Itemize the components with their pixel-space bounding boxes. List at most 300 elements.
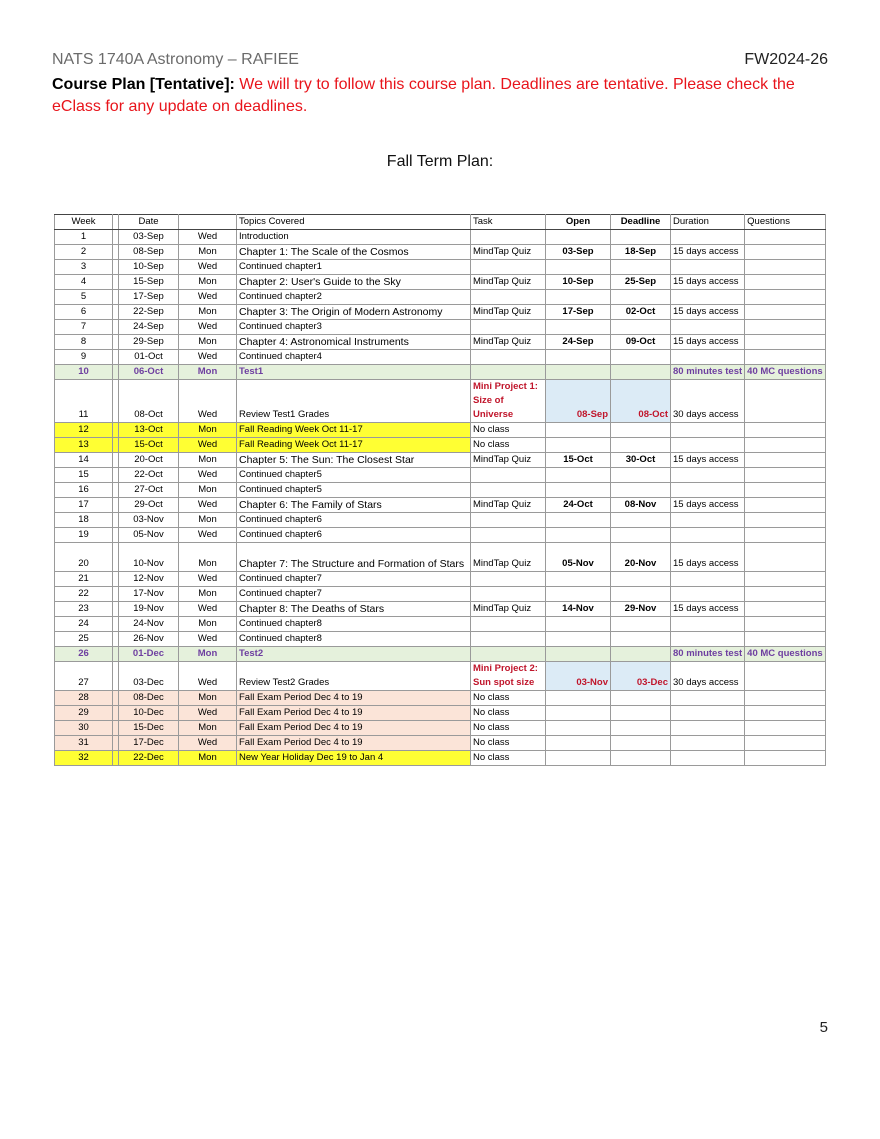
date-cell: 03-Dec: [119, 662, 179, 691]
questions-cell: [745, 587, 826, 602]
table-row: [55, 543, 826, 572]
topic-cell: Continued chapter3: [237, 320, 471, 335]
week-cell: 31: [55, 736, 113, 751]
duration-cell: [671, 483, 745, 498]
duration-cell: 15 days access: [671, 602, 745, 617]
date-cell: 22-Oct: [119, 468, 179, 483]
open-cell: [546, 320, 611, 335]
questions-cell: [745, 453, 826, 468]
day-cell: Mon: [179, 587, 237, 602]
week-cell: 13: [55, 438, 113, 453]
day-cell: Mon: [179, 365, 237, 380]
page-number: 5: [819, 1019, 828, 1036]
open-cell: [546, 751, 611, 766]
date-cell: 20-Oct: [119, 453, 179, 468]
day-cell: Wed: [179, 736, 237, 751]
deadline-cell: [611, 513, 671, 528]
week-cell: 28: [55, 691, 113, 706]
course-plan-label: Course Plan [Tentative]:: [52, 76, 235, 93]
table-row: [55, 662, 826, 691]
week-cell: 32: [55, 751, 113, 766]
day-cell: Mon: [179, 691, 237, 706]
col-header-task: Task: [471, 215, 546, 230]
topic-cell: Chapter 4: Astronomical Instruments: [237, 335, 471, 350]
date-cell: 13-Oct: [119, 423, 179, 438]
table-row: [55, 483, 826, 498]
date-cell: 27-Oct: [119, 483, 179, 498]
col-header-open: Open: [546, 215, 611, 230]
week-cell: 30: [55, 721, 113, 736]
table-row: [55, 290, 826, 305]
topic-cell: Continued chapter6: [237, 513, 471, 528]
week-cell: 7: [55, 320, 113, 335]
duration-cell: 30 days access: [671, 662, 745, 691]
date-cell: 26-Nov: [119, 632, 179, 647]
day-cell: Mon: [179, 423, 237, 438]
questions-cell: [745, 691, 826, 706]
duration-cell: 15 days access: [671, 543, 745, 572]
date-cell: 15-Dec: [119, 721, 179, 736]
topic-cell: Introduction: [237, 230, 471, 245]
task-cell: MindTap Quiz: [471, 543, 546, 572]
topic-cell: Continued chapter7: [237, 587, 471, 602]
col-header-day: [179, 215, 237, 230]
week-cell: 12: [55, 423, 113, 438]
open-cell: 14-Nov: [546, 602, 611, 617]
table-row: [55, 751, 826, 766]
task-cell: MindTap Quiz: [471, 275, 546, 290]
questions-cell: [745, 423, 826, 438]
week-cell: 4: [55, 275, 113, 290]
day-cell: Wed: [179, 498, 237, 513]
week-cell: 11: [55, 380, 113, 423]
table-row: [55, 260, 826, 275]
week-cell: 25: [55, 632, 113, 647]
deadline-cell: [611, 691, 671, 706]
date-cell: 03-Nov: [119, 513, 179, 528]
topic-cell: Test2: [237, 647, 471, 662]
topic-cell: Continued chapter4: [237, 350, 471, 365]
table-row: [55, 647, 826, 662]
task-cell: No class: [471, 423, 546, 438]
date-cell: 17-Sep: [119, 290, 179, 305]
date-cell: 10-Dec: [119, 706, 179, 721]
task-cell: No class: [471, 438, 546, 453]
open-cell: [546, 721, 611, 736]
col-header-date: Date: [119, 215, 179, 230]
date-cell: 10-Sep: [119, 260, 179, 275]
course-plan-text: We will try to follow this course plan. Deadlines are tentative. Please check the eClass for any update on deadlines.: [52, 76, 795, 115]
open-cell: [546, 438, 611, 453]
duration-cell: [671, 736, 745, 751]
day-cell: Wed: [179, 602, 237, 617]
task-cell: No class: [471, 736, 546, 751]
topic-cell: Fall Reading Week Oct 11-17: [237, 438, 471, 453]
table-row: [55, 736, 826, 751]
open-cell: [546, 528, 611, 543]
table-row: [55, 617, 826, 632]
questions-cell: [745, 230, 826, 245]
date-cell: 01-Dec: [119, 647, 179, 662]
table-row: [55, 706, 826, 721]
topic-cell: Fall Reading Week Oct 11-17: [237, 423, 471, 438]
task-cell: [471, 647, 546, 662]
topic-cell: Review Test2 Grades: [237, 662, 471, 691]
task-cell: [471, 572, 546, 587]
date-cell: 19-Nov: [119, 602, 179, 617]
deadline-cell: [611, 230, 671, 245]
open-cell: [546, 691, 611, 706]
date-cell: 08-Oct: [119, 380, 179, 423]
task-cell: Mini Project 2: Sun spot size: [471, 662, 546, 691]
task-cell: [471, 617, 546, 632]
open-cell: 03-Nov: [546, 662, 611, 691]
questions-cell: [745, 498, 826, 513]
duration-cell: [671, 320, 745, 335]
table-row: [55, 721, 826, 736]
day-cell: Wed: [179, 468, 237, 483]
day-cell: Mon: [179, 305, 237, 320]
week-cell: 14: [55, 453, 113, 468]
questions-cell: 40 MC questions: [745, 647, 826, 662]
questions-cell: 40 MC questions: [745, 365, 826, 380]
date-cell: 12-Nov: [119, 572, 179, 587]
week-cell: 6: [55, 305, 113, 320]
questions-cell: [745, 543, 826, 572]
duration-cell: 15 days access: [671, 305, 745, 320]
col-header-questions: Questions: [745, 215, 826, 230]
duration-cell: [671, 423, 745, 438]
open-cell: 10-Sep: [546, 275, 611, 290]
task-cell: Mini Project 1: Size of Universe: [471, 380, 546, 423]
task-cell: [471, 632, 546, 647]
questions-cell: [745, 736, 826, 751]
open-cell: [546, 290, 611, 305]
date-cell: 17-Dec: [119, 736, 179, 751]
day-cell: Mon: [179, 617, 237, 632]
day-cell: Wed: [179, 528, 237, 543]
date-cell: 15-Oct: [119, 438, 179, 453]
table-row: [55, 453, 826, 468]
task-cell: No class: [471, 691, 546, 706]
topic-cell: Fall Exam Period Dec 4 to 19: [237, 691, 471, 706]
questions-cell: [745, 632, 826, 647]
day-cell: Wed: [179, 350, 237, 365]
questions-cell: [745, 528, 826, 543]
duration-cell: 80 minutes test: [671, 365, 745, 380]
task-cell: [471, 483, 546, 498]
duration-cell: [671, 706, 745, 721]
questions-cell: [745, 602, 826, 617]
deadline-cell: [611, 736, 671, 751]
deadline-cell: [611, 572, 671, 587]
open-cell: 08-Sep: [546, 380, 611, 423]
deadline-cell: 08-Oct: [611, 380, 671, 423]
topic-cell: Test1: [237, 365, 471, 380]
topic-cell: Continued chapter8: [237, 632, 471, 647]
course-plan-note: [52, 74, 822, 118]
table-row: [55, 365, 826, 380]
task-cell: [471, 468, 546, 483]
questions-cell: [745, 617, 826, 632]
table-row: [55, 320, 826, 335]
questions-cell: [745, 380, 826, 423]
week-cell: 21: [55, 572, 113, 587]
duration-cell: 15 days access: [671, 335, 745, 350]
day-cell: Wed: [179, 662, 237, 691]
deadline-cell: 18-Sep: [611, 245, 671, 260]
open-cell: [546, 513, 611, 528]
duration-cell: [671, 350, 745, 365]
open-cell: 03-Sep: [546, 245, 611, 260]
date-cell: 22-Dec: [119, 751, 179, 766]
duration-cell: [671, 468, 745, 483]
table-row: [55, 438, 826, 453]
table-row: [55, 602, 826, 617]
questions-cell: [745, 305, 826, 320]
date-cell: 29-Sep: [119, 335, 179, 350]
deadline-cell: [611, 617, 671, 632]
week-cell: 29: [55, 706, 113, 721]
table-row: [55, 230, 826, 245]
task-cell: [471, 528, 546, 543]
week-cell: 5: [55, 290, 113, 305]
duration-cell: 30 days access: [671, 380, 745, 423]
date-cell: 08-Sep: [119, 245, 179, 260]
open-cell: [546, 230, 611, 245]
topic-cell: Continued chapter1: [237, 260, 471, 275]
task-cell: [471, 365, 546, 380]
open-cell: [546, 350, 611, 365]
open-cell: 05-Nov: [546, 543, 611, 572]
day-cell: Mon: [179, 543, 237, 572]
open-cell: [546, 365, 611, 380]
day-cell: Mon: [179, 453, 237, 468]
deadline-cell: [611, 587, 671, 602]
duration-cell: [671, 513, 745, 528]
topic-cell: Chapter 1: The Scale of the Cosmos: [237, 245, 471, 260]
date-cell: 29-Oct: [119, 498, 179, 513]
deadline-cell: [611, 751, 671, 766]
topic-cell: Chapter 5: The Sun: The Closest Star: [237, 453, 471, 468]
topic-cell: Fall Exam Period Dec 4 to 19: [237, 736, 471, 751]
deadline-cell: 25-Sep: [611, 275, 671, 290]
day-cell: Wed: [179, 290, 237, 305]
day-cell: Mon: [179, 751, 237, 766]
open-cell: [546, 617, 611, 632]
week-cell: 26: [55, 647, 113, 662]
week-cell: 18: [55, 513, 113, 528]
task-cell: [471, 587, 546, 602]
questions-cell: [745, 751, 826, 766]
table-row: [55, 245, 826, 260]
topic-cell: Fall Exam Period Dec 4 to 19: [237, 721, 471, 736]
open-cell: 17-Sep: [546, 305, 611, 320]
task-cell: MindTap Quiz: [471, 498, 546, 513]
table-body: [55, 230, 826, 766]
open-cell: [546, 572, 611, 587]
table-row: [55, 587, 826, 602]
day-cell: Wed: [179, 706, 237, 721]
questions-cell: [745, 483, 826, 498]
open-cell: 15-Oct: [546, 453, 611, 468]
duration-cell: [671, 587, 745, 602]
open-cell: 24-Oct: [546, 498, 611, 513]
deadline-cell: [611, 468, 671, 483]
day-cell: Wed: [179, 260, 237, 275]
topic-cell: Continued chapter5: [237, 483, 471, 498]
table-row: [55, 528, 826, 543]
date-cell: 24-Nov: [119, 617, 179, 632]
week-cell: 23: [55, 602, 113, 617]
task-cell: MindTap Quiz: [471, 453, 546, 468]
table-row: [55, 423, 826, 438]
questions-cell: [745, 245, 826, 260]
duration-cell: [671, 691, 745, 706]
duration-cell: [671, 260, 745, 275]
task-cell: No class: [471, 751, 546, 766]
topic-cell: Continued chapter6: [237, 528, 471, 543]
date-cell: 17-Nov: [119, 587, 179, 602]
col-header-deadline: Deadline: [611, 215, 671, 230]
table-row: [55, 691, 826, 706]
task-cell: [471, 513, 546, 528]
questions-cell: [745, 275, 826, 290]
task-cell: [471, 350, 546, 365]
week-cell: 19: [55, 528, 113, 543]
questions-cell: [745, 335, 826, 350]
task-cell: [471, 320, 546, 335]
table-row: [55, 572, 826, 587]
duration-cell: [671, 632, 745, 647]
duration-cell: 15 days access: [671, 245, 745, 260]
task-cell: [471, 290, 546, 305]
deadline-cell: 02-Oct: [611, 305, 671, 320]
table-row: [55, 632, 826, 647]
deadline-cell: [611, 423, 671, 438]
task-cell: MindTap Quiz: [471, 335, 546, 350]
day-cell: Mon: [179, 245, 237, 260]
day-cell: Mon: [179, 335, 237, 350]
section-title: Fall Term Plan:: [386, 153, 494, 170]
week-cell: 9: [55, 350, 113, 365]
day-cell: Wed: [179, 320, 237, 335]
topic-cell: Continued chapter2: [237, 290, 471, 305]
open-cell: [546, 706, 611, 721]
task-cell: [471, 260, 546, 275]
questions-cell: [745, 721, 826, 736]
task-cell: No class: [471, 721, 546, 736]
deadline-cell: [611, 528, 671, 543]
deadline-cell: [611, 320, 671, 335]
duration-cell: [671, 572, 745, 587]
duration-cell: 15 days access: [671, 275, 745, 290]
open-cell: [546, 736, 611, 751]
week-cell: 1: [55, 230, 113, 245]
day-cell: Wed: [179, 438, 237, 453]
table-row: [55, 305, 826, 320]
day-cell: Mon: [179, 275, 237, 290]
topic-cell: Chapter 6: The Family of Stars: [237, 498, 471, 513]
task-cell: [471, 230, 546, 245]
questions-cell: [745, 662, 826, 691]
deadline-cell: [611, 438, 671, 453]
open-cell: [546, 647, 611, 662]
table-row: [55, 275, 826, 290]
date-cell: 01-Oct: [119, 350, 179, 365]
deadline-cell: 09-Oct: [611, 335, 671, 350]
deadline-cell: [611, 290, 671, 305]
questions-cell: [745, 468, 826, 483]
day-cell: Wed: [179, 380, 237, 423]
table-row: [55, 350, 826, 365]
questions-cell: [745, 290, 826, 305]
deadline-cell: [611, 483, 671, 498]
topic-cell: Chapter 7: The Structure and Formation of Stars: [237, 543, 471, 572]
deadline-cell: 08-Nov: [611, 498, 671, 513]
week-cell: 15: [55, 468, 113, 483]
week-cell: 24: [55, 617, 113, 632]
col-header-topics: Topics Covered: [237, 215, 471, 230]
table-row: [55, 513, 826, 528]
week-cell: 3: [55, 260, 113, 275]
week-cell: 22: [55, 587, 113, 602]
table-row: [55, 335, 826, 350]
topic-cell: Review Test1 Grades: [237, 380, 471, 423]
deadline-cell: [611, 350, 671, 365]
questions-cell: [745, 572, 826, 587]
day-cell: Wed: [179, 572, 237, 587]
deadline-cell: [611, 365, 671, 380]
duration-cell: [671, 721, 745, 736]
duration-cell: 80 minutes test: [671, 647, 745, 662]
open-cell: 24-Sep: [546, 335, 611, 350]
date-cell: 22-Sep: [119, 305, 179, 320]
table-row: [55, 380, 826, 423]
topic-cell: Chapter 3: The Origin of Modern Astronomy: [237, 305, 471, 320]
table-row: [55, 468, 826, 483]
duration-cell: [671, 528, 745, 543]
open-cell: [546, 483, 611, 498]
deadline-cell: 03-Dec: [611, 662, 671, 691]
week-cell: 27: [55, 662, 113, 691]
questions-cell: [745, 513, 826, 528]
duration-cell: 15 days access: [671, 453, 745, 468]
deadline-cell: 20-Nov: [611, 543, 671, 572]
deadline-cell: [611, 260, 671, 275]
task-cell: MindTap Quiz: [471, 245, 546, 260]
open-cell: [546, 632, 611, 647]
deadline-cell: [611, 647, 671, 662]
week-cell: 16: [55, 483, 113, 498]
date-cell: 06-Oct: [119, 365, 179, 380]
fall-term-plan-table: [54, 214, 826, 766]
day-cell: Mon: [179, 513, 237, 528]
day-cell: Wed: [179, 632, 237, 647]
deadline-cell: [611, 706, 671, 721]
day-cell: Mon: [179, 483, 237, 498]
deadline-cell: [611, 632, 671, 647]
open-cell: [546, 423, 611, 438]
open-cell: [546, 468, 611, 483]
questions-cell: [745, 438, 826, 453]
questions-cell: [745, 260, 826, 275]
deadline-cell: 30-Oct: [611, 453, 671, 468]
week-cell: 10: [55, 365, 113, 380]
week-cell: 2: [55, 245, 113, 260]
week-cell: 8: [55, 335, 113, 350]
topic-cell: Continued chapter5: [237, 468, 471, 483]
